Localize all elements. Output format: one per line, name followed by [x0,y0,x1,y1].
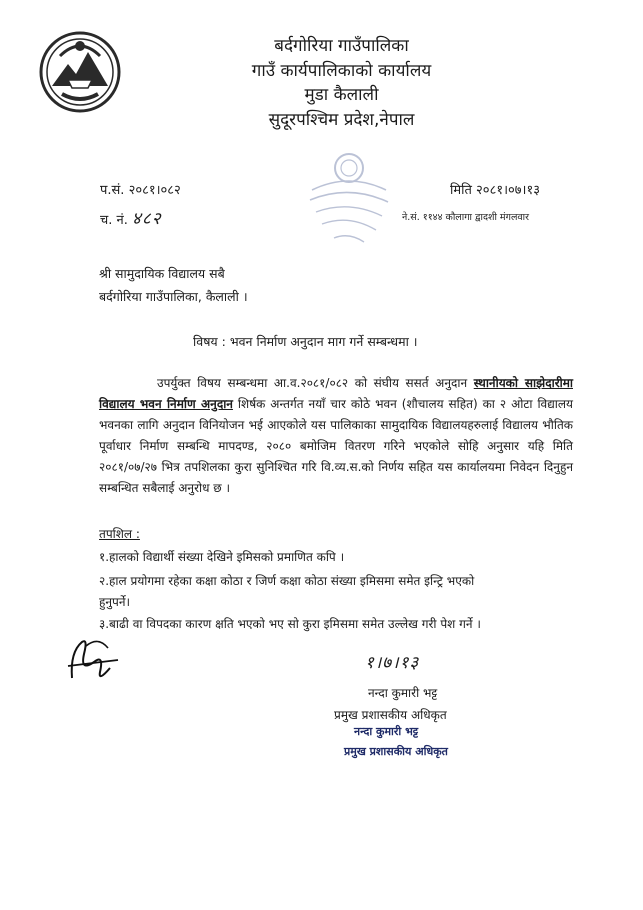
dispatch-number [100,206,162,229]
title-stamp: प्रमुख प्रशासकीय अधिकृत [344,745,448,758]
initials-signature [64,632,124,688]
letterhead-line-3: मुडा कैलाली [304,85,379,105]
letterhead [0,34,643,132]
signatory-name: नन्दा कुमारी भट्ट [368,686,438,700]
letterhead-line-1: बर्दगोरिया गाउँपालिका [274,36,409,56]
letter-date: मिति २०८१।०७।१३ [450,183,540,198]
body-continuation: शिर्षक अन्तर्गत नयाँ चार कोठे भवन (शौचालय सहित) का २ ओटा विद्यालय भवनका लागि अनुदान विनियोजन भई आएकोले यस पालिकाका सामुदायिक विद्यालयहरुलाई विद्यालय भौतिक पूर्वाधार निर्माण सम्बन्धि मापदण्ड, २०८० बमोजिम वितरण गरिने भएकोले सोहि अनुसार यहि मिति २०८१/०७/२७ भित्र तपशिलका कुरा सुनिश्चित गरि वि.व्य.स.को निर्णय सहित यस कार्यालयमा निवेदन दिनुहुन सम्बन्धित सबैलाई अनुरोध छ । [99,397,573,495]
recipient-line-1: श्री सामुदायिक विद्यालय सबै [99,266,225,281]
handwritten-date: १।७।१३ [365,653,420,673]
recipient-block [99,262,248,308]
details-heading: तपशिल : [99,527,140,541]
name-stamp: नन्दा कुमारी भट्ट [354,725,419,738]
letterhead-line-4: सुदूरपश्चिम प्रदेश,नेपाल [268,109,415,130]
reference-number: प.सं. २०८१।०८२ [100,183,181,198]
details-item-2-continued: हुनुपर्ने। [99,595,131,609]
grant-title: स्थानीयको साझेदारीमा विद्यालय भवन निर्माण अनुदान [99,376,573,411]
subject-line: विषय : भवन निर्माण अनुदान माग गर्ने सम्बन्धमा । [193,334,418,349]
details-item-3: ३.बाढी वा विपदका कारण क्षति भएको भए सो कुरा इमिसमा समेत उल्लेख गरी पेश गर्ने । [99,617,481,631]
nepal-sambat-date: ने.सं. ११४४ कौलागा द्वादशी मंगलवार [402,212,530,223]
details-item-2: २.हाल प्रयोगमा रहेका कक्षा कोठा र जिर्ण कक्षा कोठा संख्या इमिसमा समेत इन्ट्रि भएको [99,574,475,588]
recipient-line-2: बर्दगोरिया गाउँपालिका, कैलाली । [99,289,248,304]
signatory-title: प्रमुख प्रशासकीय अधिकृत [334,708,447,722]
office-seal-stamp [294,142,404,252]
body-intro: उपर्युक्त विषय सम्बन्धमा आ.व.२०८१/०८२ को संघीय ससर्त अनुदान [157,376,468,390]
dispatch-number-handwritten: ४८२ [132,209,162,229]
letterhead-line-2: गाउँ कार्यपालिकाको कार्यालय [251,60,432,81]
dispatch-label: च. नं. [100,213,128,228]
details-item-1: १.हालको विद्यार्थी संख्या देखिने इमिसको प्रमाणित कपि । [99,550,345,564]
body-paragraph [99,373,573,499]
